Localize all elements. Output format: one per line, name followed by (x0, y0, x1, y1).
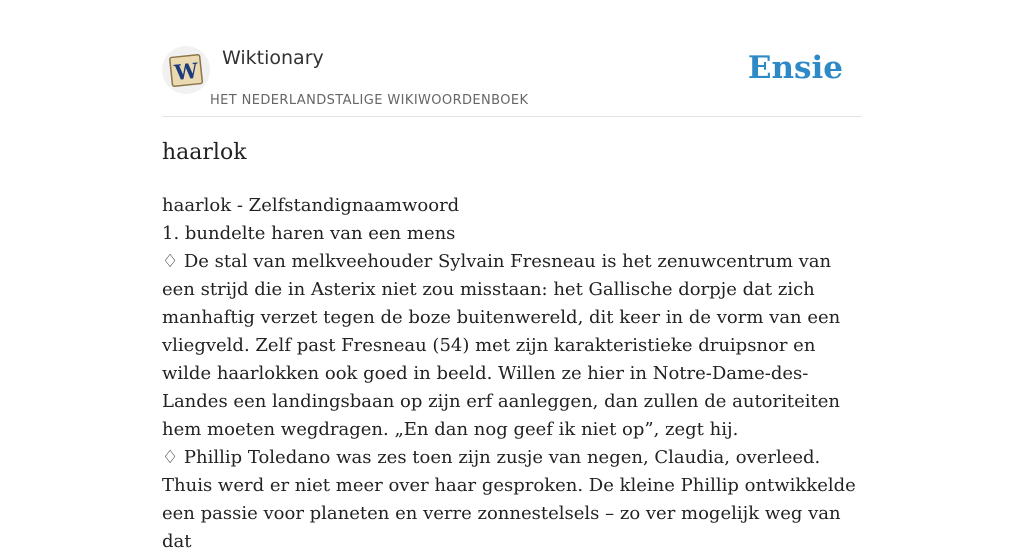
wiktionary-logo-icon[interactable] (162, 46, 210, 94)
entry-content (162, 192, 860, 556)
sense-line: 1. bundelte haren van een mens (162, 223, 456, 244)
logo-letter: W (173, 57, 200, 86)
example-2: ♢ Phillip Toledano was zes toen zijn zusje van negen, Claudia, overleed. Thuis werd er niet meer over haar gesproken. De kleine Phillip ontwikkelde een passie voor planeten en verre zonnestelsels – zo ver mogelijk weg van dat (162, 447, 856, 552)
ensie-brand-link[interactable]: Ensie (747, 50, 843, 86)
site-tagline: HET NEDERLANDSTALIGE WIKIWOORDENBOEK (210, 93, 529, 108)
page-title: haarlok (162, 140, 247, 165)
example-1: ♢ De stal van melkveehouder Sylvain Fresneau is het zenuwcentrum van een strijd die in Asterix niet zou misstaan: het Gallische dorpje dat zich manhaftig verzet tegen de boze buitenwereld, dit keer in de vorm van een vliegveld. Zelf past Fresneau (54) met zijn karakteristieke druipsnor en wilde haarlokken ook goed in beeld. Willen ze hier in Notre-Dame-des-Landes een landingsbaan op zijn erf aanleggen, dan zullen de autoriteiten hem moeten wegdragen. „En dan nog geef ik niet op”, zegt hij. (162, 251, 841, 440)
definition-line: haarlok - Zelfstandignaamwoord (162, 195, 460, 216)
site-header (162, 44, 862, 117)
site-name[interactable]: Wiktionary (222, 47, 324, 69)
